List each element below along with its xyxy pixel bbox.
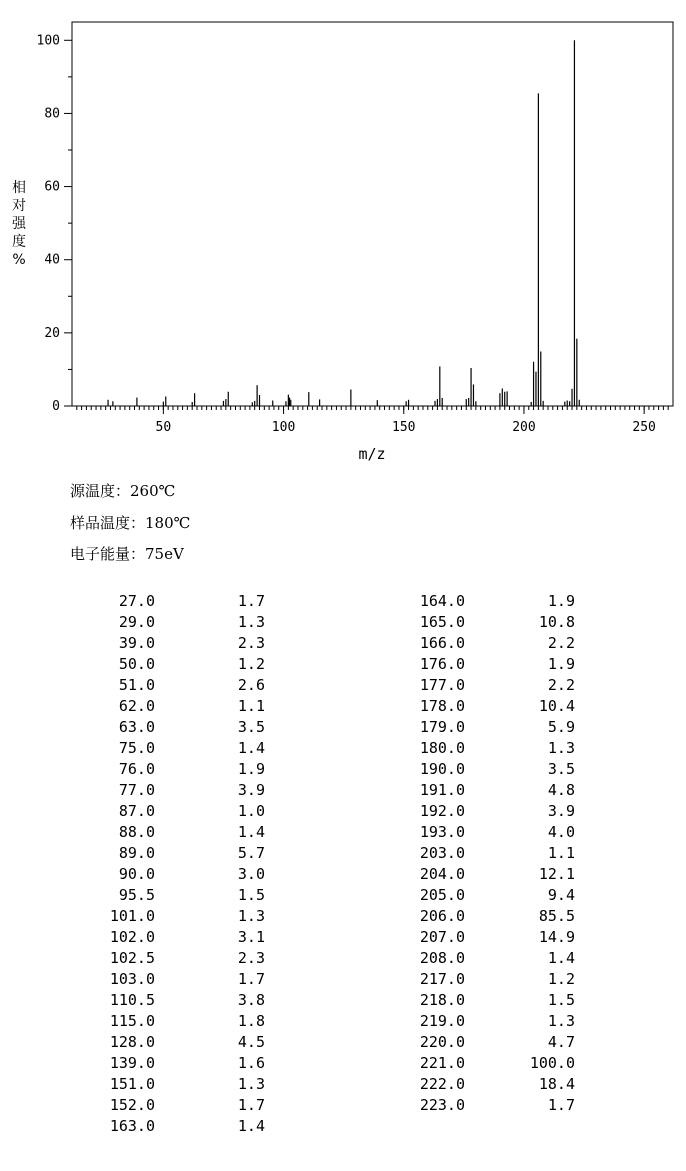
- mz-value: 177.0: [419, 676, 465, 694]
- intensity-value: 5.9: [547, 718, 575, 736]
- table-row: [60, 1054, 360, 1075]
- table-row: [370, 739, 670, 760]
- peak-table-right: [370, 592, 670, 1117]
- y-tick-label: 80: [44, 106, 60, 122]
- intensity-value: 4.5: [237, 1033, 265, 1051]
- intensity-value: 1.7: [237, 970, 265, 988]
- sample-temperature: 样品温度：180℃: [70, 514, 191, 532]
- intensity-value: 18.4: [538, 1075, 575, 1093]
- mz-value: 87.0: [118, 802, 155, 820]
- x-tick-label: 250: [632, 420, 656, 435]
- table-row: [60, 991, 360, 1012]
- intensity-value: 85.5: [538, 907, 575, 925]
- table-row: [60, 676, 360, 697]
- intensity-value: 1.4: [547, 949, 575, 967]
- table-row: [60, 697, 360, 718]
- y-tick-label: 60: [44, 179, 60, 195]
- intensity-value: 4.7: [547, 1033, 575, 1051]
- y-axis-label-char-1: 相: [12, 180, 26, 196]
- y-axis-ticks: [37, 33, 72, 414]
- intensity-value: 4.0: [547, 823, 575, 841]
- table-row: [370, 676, 670, 697]
- intensity-value: 3.5: [237, 718, 265, 736]
- x-tick-label: 100: [271, 420, 296, 435]
- table-row: [60, 592, 360, 613]
- table-row: [370, 634, 670, 655]
- mz-value: 163.0: [109, 1117, 155, 1135]
- table-row: [60, 655, 360, 676]
- table-row: [370, 718, 670, 739]
- mz-value: 207.0: [419, 928, 465, 946]
- intensity-value: 1.3: [237, 1075, 265, 1093]
- table-row: [370, 1012, 670, 1033]
- intensity-value: 2.3: [237, 949, 265, 967]
- intensity-value: 2.2: [547, 676, 575, 694]
- intensity-value: 1.3: [547, 1012, 575, 1030]
- intensity-value: 3.0: [237, 865, 265, 883]
- intensity-value: 3.5: [547, 760, 575, 778]
- mz-value: 191.0: [419, 781, 465, 799]
- mz-value: 29.0: [118, 613, 155, 631]
- table-row: [370, 613, 670, 634]
- mz-value: 165.0: [419, 613, 465, 631]
- intensity-value: 2.6: [237, 676, 265, 694]
- mz-value: 50.0: [118, 655, 155, 673]
- table-row: [60, 739, 360, 760]
- intensity-value: 1.6: [237, 1054, 265, 1072]
- mz-value: 190.0: [419, 760, 465, 778]
- table-row: [60, 823, 360, 844]
- mz-value: 115.0: [109, 1012, 155, 1030]
- table-row: [60, 844, 360, 865]
- intensity-value: 3.9: [547, 802, 575, 820]
- y-tick-label: 20: [44, 325, 60, 341]
- mz-value: 204.0: [419, 865, 465, 883]
- mz-value: 110.5: [109, 991, 155, 1009]
- mz-value: 62.0: [118, 697, 155, 715]
- table-row: [60, 760, 360, 781]
- table-row: [370, 697, 670, 718]
- table-row: [60, 613, 360, 634]
- mz-value: 88.0: [118, 823, 155, 841]
- table-row: [370, 823, 670, 844]
- mz-value: 27.0: [118, 592, 155, 610]
- table-row: [60, 718, 360, 739]
- table-row: [60, 781, 360, 802]
- table-row: [370, 865, 670, 886]
- table-row: [370, 592, 670, 613]
- intensity-value: 1.3: [237, 907, 265, 925]
- table-row: [60, 907, 360, 928]
- y-axis-label-char-4: 度: [12, 234, 26, 250]
- mz-value: 205.0: [419, 886, 465, 904]
- intensity-value: 1.0: [237, 802, 265, 820]
- x-tick-label: 150: [392, 420, 416, 435]
- intensity-value: 1.3: [237, 613, 265, 631]
- y-tick-label: 0: [52, 399, 60, 414]
- table-row: [370, 949, 670, 970]
- intensity-value: 1.8: [237, 1012, 265, 1030]
- intensity-value: 1.1: [547, 844, 575, 862]
- mass-spectrum-chart: [0, 0, 686, 470]
- y-axis-label-char-2: 对: [12, 198, 26, 214]
- intensity-value: 5.7: [237, 844, 265, 862]
- intensity-value: 12.1: [538, 865, 575, 883]
- table-row: [370, 760, 670, 781]
- mz-value: 101.0: [109, 907, 155, 925]
- mz-value: 128.0: [109, 1033, 155, 1051]
- plot-frame: [72, 22, 673, 406]
- mz-value: 76.0: [118, 760, 155, 778]
- mz-value: 164.0: [419, 592, 465, 610]
- intensity-value: 3.9: [237, 781, 265, 799]
- mz-value: 217.0: [419, 970, 465, 988]
- table-row: [60, 1096, 360, 1117]
- table-row: [60, 634, 360, 655]
- mz-value: 39.0: [118, 634, 155, 652]
- mz-value: 51.0: [118, 676, 155, 694]
- table-row: [370, 655, 670, 676]
- table-row: [370, 1033, 670, 1054]
- spectrum-peaks: [108, 40, 579, 406]
- mz-value: 223.0: [419, 1096, 465, 1114]
- mz-value: 192.0: [419, 802, 465, 820]
- intensity-value: 2.2: [547, 634, 575, 652]
- intensity-value: 1.7: [547, 1096, 575, 1114]
- mz-value: 221.0: [419, 1054, 465, 1072]
- intensity-value: 3.1: [237, 928, 265, 946]
- mz-value: 166.0: [419, 634, 465, 652]
- intensity-value: 1.2: [547, 970, 575, 988]
- table-row: [60, 970, 360, 991]
- intensity-value: 1.5: [547, 991, 575, 1009]
- table-row: [370, 886, 670, 907]
- mz-value: 219.0: [419, 1012, 465, 1030]
- intensity-value: 10.8: [538, 613, 575, 631]
- x-tick-label: 200: [512, 420, 536, 435]
- x-tick-label: 50: [155, 420, 172, 435]
- mz-value: 218.0: [419, 991, 465, 1009]
- intensity-value: 1.9: [547, 592, 575, 610]
- mz-value: 180.0: [419, 739, 465, 757]
- table-row: [60, 886, 360, 907]
- mz-value: 178.0: [419, 697, 465, 715]
- y-tick-label: 40: [44, 252, 60, 268]
- table-row: [370, 970, 670, 991]
- intensity-value: 1.4: [237, 823, 265, 841]
- table-row: [370, 781, 670, 802]
- table-row: [60, 1117, 360, 1138]
- intensity-value: 4.8: [547, 781, 575, 799]
- intensity-value: 3.8: [237, 991, 265, 1009]
- mz-value: 220.0: [419, 1033, 465, 1051]
- intensity-value: 1.5: [237, 886, 265, 904]
- mz-value: 77.0: [118, 781, 155, 799]
- mz-value: 103.0: [109, 970, 155, 988]
- table-row: [370, 802, 670, 823]
- table-row: [60, 865, 360, 886]
- intensity-value: 1.1: [237, 697, 265, 715]
- electron-energy: 电子能量：75eV: [70, 545, 184, 563]
- mz-value: 203.0: [419, 844, 465, 862]
- table-row: [370, 1075, 670, 1096]
- y-axis-label-char-5: %: [12, 252, 26, 268]
- table-row: [370, 907, 670, 928]
- mz-value: 102.0: [109, 928, 155, 946]
- mz-value: 151.0: [109, 1075, 155, 1093]
- table-row: [60, 1075, 360, 1096]
- x-axis-ticks: [156, 406, 656, 435]
- intensity-value: 1.4: [237, 739, 265, 757]
- mz-value: 139.0: [109, 1054, 155, 1072]
- table-row: [60, 802, 360, 823]
- y-tick-label: 100: [36, 33, 60, 49]
- mz-value: 176.0: [419, 655, 465, 673]
- table-row: [370, 1054, 670, 1075]
- mz-value: 222.0: [419, 1075, 465, 1093]
- table-row: [60, 1033, 360, 1054]
- source-temperature: 源温度：260℃: [70, 482, 176, 500]
- y-axis-label: [12, 179, 27, 268]
- mz-value: 152.0: [109, 1096, 155, 1114]
- mz-value: 193.0: [419, 823, 465, 841]
- intensity-value: 2.3: [237, 634, 265, 652]
- table-row: [370, 928, 670, 949]
- peak-table-left: [60, 592, 360, 1138]
- mz-value: 89.0: [118, 844, 155, 862]
- table-row: [60, 928, 360, 949]
- intensity-value: 1.7: [237, 1096, 265, 1114]
- intensity-value: 9.4: [547, 886, 575, 904]
- intensity-value: 14.9: [538, 928, 575, 946]
- intensity-value: 1.3: [547, 739, 575, 757]
- mz-value: 179.0: [419, 718, 465, 736]
- mz-value: 63.0: [118, 718, 155, 736]
- mz-value: 90.0: [118, 865, 155, 883]
- x-axis-label: m/z: [358, 445, 386, 463]
- y-axis-label-char-3: 强: [12, 216, 26, 232]
- mz-value: 102.5: [109, 949, 155, 967]
- intensity-value: 10.4: [538, 697, 575, 715]
- intensity-value: 1.4: [237, 1117, 265, 1135]
- intensity-value: 1.7: [237, 592, 265, 610]
- x-minor-ticks: [77, 406, 668, 410]
- table-row: [60, 1012, 360, 1033]
- table-row: [60, 949, 360, 970]
- table-row: [370, 991, 670, 1012]
- intensity-value: 1.9: [237, 760, 265, 778]
- intensity-value: 100.0: [529, 1054, 575, 1072]
- mz-value: 206.0: [419, 907, 465, 925]
- intensity-value: 1.2: [237, 655, 265, 673]
- mz-value: 95.5: [118, 886, 155, 904]
- table-row: [370, 844, 670, 865]
- mz-value: 75.0: [118, 739, 155, 757]
- intensity-value: 1.9: [547, 655, 575, 673]
- table-row: [370, 1096, 670, 1117]
- mz-value: 208.0: [419, 949, 465, 967]
